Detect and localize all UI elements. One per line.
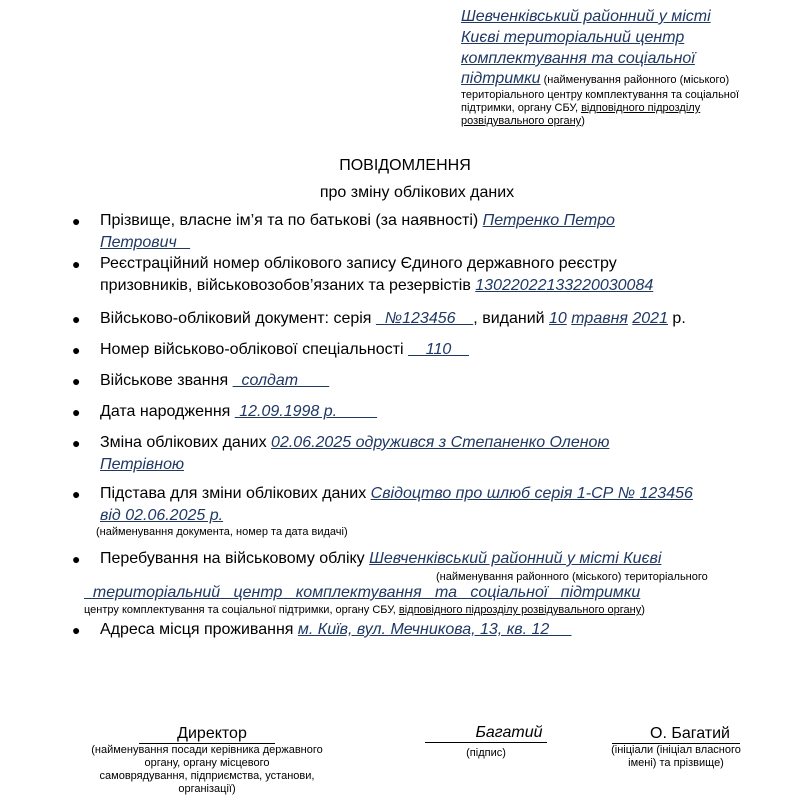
field-vos-value: 110	[407, 341, 470, 358]
signature-name-value: О. Багатий	[612, 725, 740, 744]
field-address	[100, 619, 572, 641]
field-change-value-2: Петрівною	[100, 456, 184, 473]
field-name-label: Прізвище, власне ім’я та по батькові (за наявності)	[100, 212, 483, 229]
addressee-note-a: (найменування районного (міського)	[540, 74, 730, 86]
signature-position-value: Директор	[139, 725, 275, 744]
field-dob	[100, 401, 377, 423]
field-doc-series: №123456	[375, 310, 474, 327]
bullet-address: ●	[72, 622, 81, 638]
field-office-caption-1: (найменування районного (міського) територіального	[436, 571, 708, 583]
bullet-change: ●	[72, 435, 81, 451]
field-doc-year-suffix: р.	[667, 310, 686, 327]
field-office	[100, 548, 661, 570]
field-basis-caption: (найменування документа, номер та дата видачі)	[96, 526, 348, 538]
document-title: ПОВІДОМЛЕННЯ	[339, 157, 471, 174]
bullet-reg: ●	[72, 256, 81, 272]
addressee-note-c: підтримки, органу СБУ,	[461, 102, 582, 114]
field-basis-value-2: від 02.06.2025 р.	[100, 507, 224, 524]
field-basis-label: Підстава для зміни облікових даних	[100, 485, 371, 502]
signature-position-caption-1: (найменування посади керівника державного	[91, 744, 323, 756]
addressee-note-b: територіального центру комплектування та соціальної	[461, 89, 740, 101]
signature-name-caption-1: (ініціали (ініціал власного	[611, 744, 741, 756]
field-change-value-1: 02.06.2025 одружився з Степаненко Оленою	[271, 434, 610, 451]
addressee-name-line-2: Києві територіальний центр	[461, 29, 685, 46]
field-reg-label-2: призовників, військовозобов’язаних та резервістів	[100, 277, 476, 294]
bullet-doc: ●	[72, 311, 81, 327]
field-rank-label: Військове звання	[100, 372, 233, 389]
bullet-rank: ●	[72, 373, 81, 389]
field-doc-year: 2021	[632, 310, 668, 327]
addressee-name-line-1: Шевченківський районний у місті	[461, 8, 711, 25]
field-office-caption-2	[84, 604, 645, 617]
signature-position-caption-4: організації)	[178, 783, 236, 795]
field-doc-label: Військово-обліковий документ: серія	[100, 310, 376, 327]
field-office-caption-2-underlined: відповідного підрозділу розвідувального органу	[398, 604, 642, 616]
field-change-label: Зміна облікових даних	[100, 434, 272, 451]
signature-position	[66, 725, 348, 796]
bullet-basis: ●	[72, 486, 81, 502]
signature-sign-caption: (підпис)	[466, 747, 506, 759]
field-name	[100, 210, 615, 254]
signature-name-caption-2: імені) та прізвище)	[628, 757, 724, 769]
field-doc-day: 10	[549, 310, 567, 327]
field-address-label: Адреса місця проживання	[100, 621, 298, 638]
addressee-name-line-4: підтримки	[461, 70, 541, 87]
field-office-label: Перебування на військовому обліку	[100, 550, 370, 567]
field-office-value-2: територіальний центр комплектування та соціальної підтримки	[84, 584, 641, 601]
signature-position-caption-3: самоврядування, підприємства, установи,	[99, 770, 315, 782]
bullet-dob: ●	[72, 404, 81, 420]
field-basis-value-1: Свідоцтво про шлюб серія 1-СР № 123456	[370, 485, 693, 502]
field-address-value: м. Київ, вул. Мечникова, 13, кв. 12	[297, 621, 572, 638]
signature-sign-value: Багатий	[425, 724, 546, 743]
field-reg-label-1: Реєстраційний номер облікового запису Єдиного державного реєстру	[100, 255, 617, 272]
field-doc	[100, 308, 686, 330]
field-doc-month: травня	[571, 310, 628, 327]
signature-sign	[418, 724, 554, 760]
field-basis	[100, 483, 693, 527]
field-dob-label: Дата народження	[100, 403, 235, 420]
addressee-name-line-3: комплектування та соціальної	[461, 50, 695, 67]
field-vos	[100, 339, 469, 361]
field-dob-value: 12.09.1998 р.	[234, 403, 378, 420]
signature-position-caption-2: органу, органу місцевого	[144, 757, 270, 769]
addressee-note-d: )	[581, 115, 585, 127]
field-rank	[100, 370, 329, 392]
document-subtitle: про зміну облікових даних	[319, 184, 515, 201]
addressee-note-c-underlined: відповідного підрозділу	[581, 102, 701, 114]
field-office-caption-2-end: )	[641, 604, 645, 616]
field-office-value-1: Шевченківський районний у місті Києві	[369, 550, 662, 567]
addressee-note-d-underlined: розвідувального органу	[461, 115, 582, 127]
bullet-office: ●	[72, 551, 81, 567]
signature-name	[596, 725, 756, 770]
field-reg-value: 13022022133220030084	[475, 277, 654, 294]
bullet-vos: ●	[72, 342, 81, 358]
field-name-value-1: Петренко Петро	[482, 212, 615, 229]
addressee-block	[461, 6, 781, 128]
field-office-caption-2-text: центру комплектування та соціальної підтримки, органу СБУ,	[84, 604, 399, 616]
bullet-name: ●	[72, 213, 81, 229]
field-rank-value: солдат	[232, 372, 330, 389]
field-reg	[100, 253, 653, 297]
field-vos-label: Номер військово-облікової спеціальності	[100, 341, 408, 358]
field-name-value-2: Петрович	[100, 234, 191, 251]
field-change	[100, 432, 609, 476]
field-doc-issued: , виданий	[473, 310, 550, 327]
